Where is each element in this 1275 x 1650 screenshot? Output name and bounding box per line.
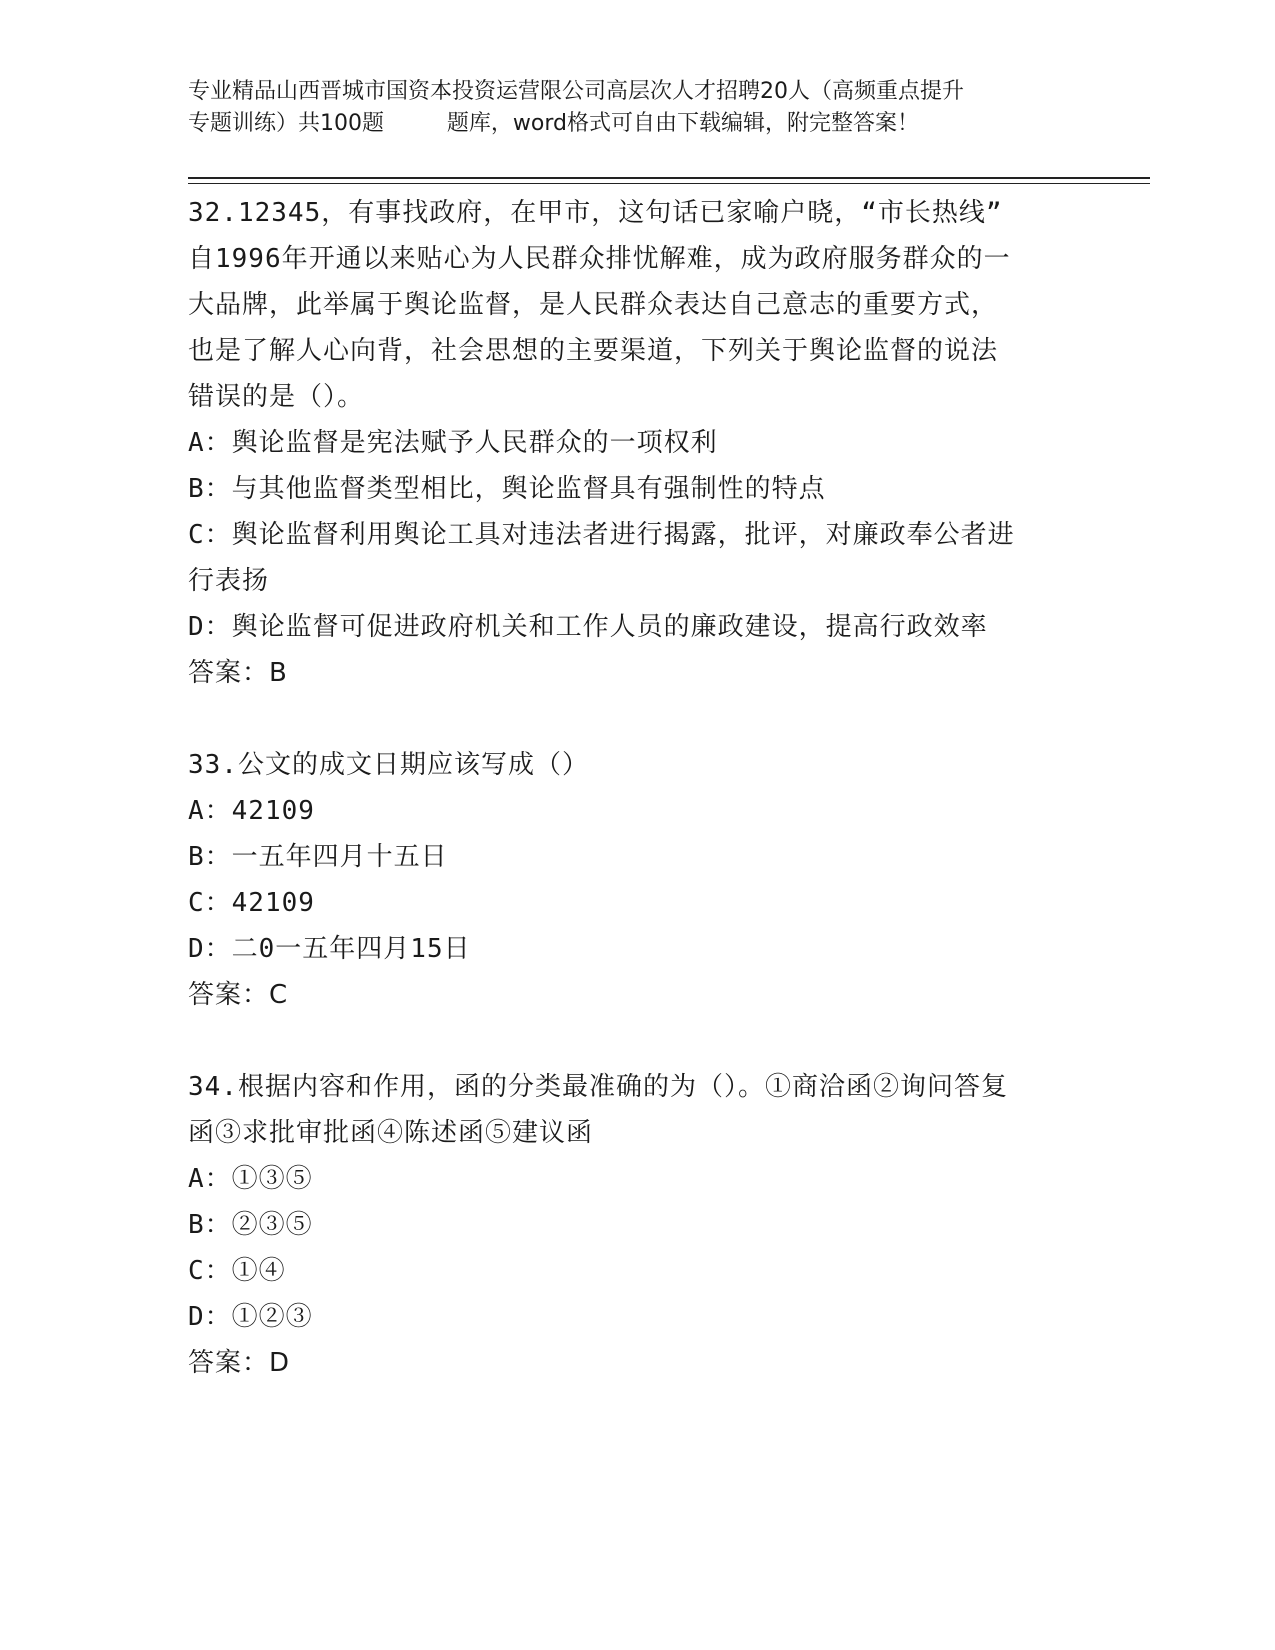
option-c: C：42109 — [188, 888, 315, 918]
option-d: D：舆论监督可促进政府机关和工作人员的廉政建设，提高行政效率 — [188, 612, 988, 642]
header-line-1: 专业精品山西晋城市国资本投资运营限公司高层次人才招聘20人（高频重点提升 — [188, 79, 964, 104]
answer: 答案：C — [188, 980, 289, 1010]
answer: 答案：D — [188, 1348, 291, 1378]
option-b: B：②③⑤ — [188, 1210, 313, 1240]
spacer — [188, 1018, 1088, 1064]
question-stem — [188, 742, 1088, 788]
header-divider-thin — [188, 183, 1150, 184]
question-33 — [188, 742, 1088, 1018]
stem-line: 34.根据内容和作用，函的分类最准确的为（）。①商洽函②询问答复 — [188, 1072, 1008, 1102]
option-c-continued: 行表扬 — [188, 566, 270, 596]
header-line-2: 专题训练）共100题 题库，word格式可自由下载编辑，附完整答案！ — [188, 111, 920, 136]
option-b: B：一五年四月十五日 — [188, 842, 448, 872]
question-32 — [188, 190, 1088, 696]
option-b: B：与其他监督类型相比，舆论监督具有强制性的特点 — [188, 474, 826, 504]
stem-line: 错误的是（）。 — [188, 382, 365, 412]
spacer — [188, 696, 1088, 742]
stem-line: 32.12345，有事找政府，在甲市，这句话已家喻户晓，“市长热线” — [188, 198, 1003, 228]
stem-line: 33.公文的成文日期应该写成（） — [188, 750, 589, 780]
question-34 — [188, 1064, 1088, 1386]
question-stem — [188, 1064, 1088, 1156]
stem-line: 函③求批审批函④陈述函⑤建议函 — [188, 1118, 594, 1148]
option-a: A：①③⑤ — [188, 1164, 313, 1194]
option-c: C：①④ — [188, 1256, 286, 1286]
option-a: A：42109 — [188, 796, 315, 826]
stem-line: 也是了解人心向背，社会思想的主要渠道，下列关于舆论监督的说法 — [188, 336, 999, 366]
question-list — [188, 190, 1088, 1386]
question-stem — [188, 190, 1088, 420]
option-a: A：舆论监督是宪法赋予人民群众的一项权利 — [188, 428, 718, 458]
document-header — [188, 76, 1088, 140]
header-divider-thick — [188, 177, 1150, 179]
option-c: C：舆论监督利用舆论工具对违法者进行揭露，批评，对廉政奉公者进 — [188, 520, 1015, 550]
stem-line: 自1996年开通以来贴心为人民群众排忧解难，成为政府服务群众的一 — [188, 244, 1011, 274]
stem-line: 大品牌，此举属于舆论监督，是人民群众表达自己意志的重要方式， — [188, 290, 999, 320]
answer: 答案：B — [188, 658, 288, 688]
option-d: D：二0一五年四月15日 — [188, 934, 471, 964]
option-d: D：①②③ — [188, 1302, 313, 1332]
